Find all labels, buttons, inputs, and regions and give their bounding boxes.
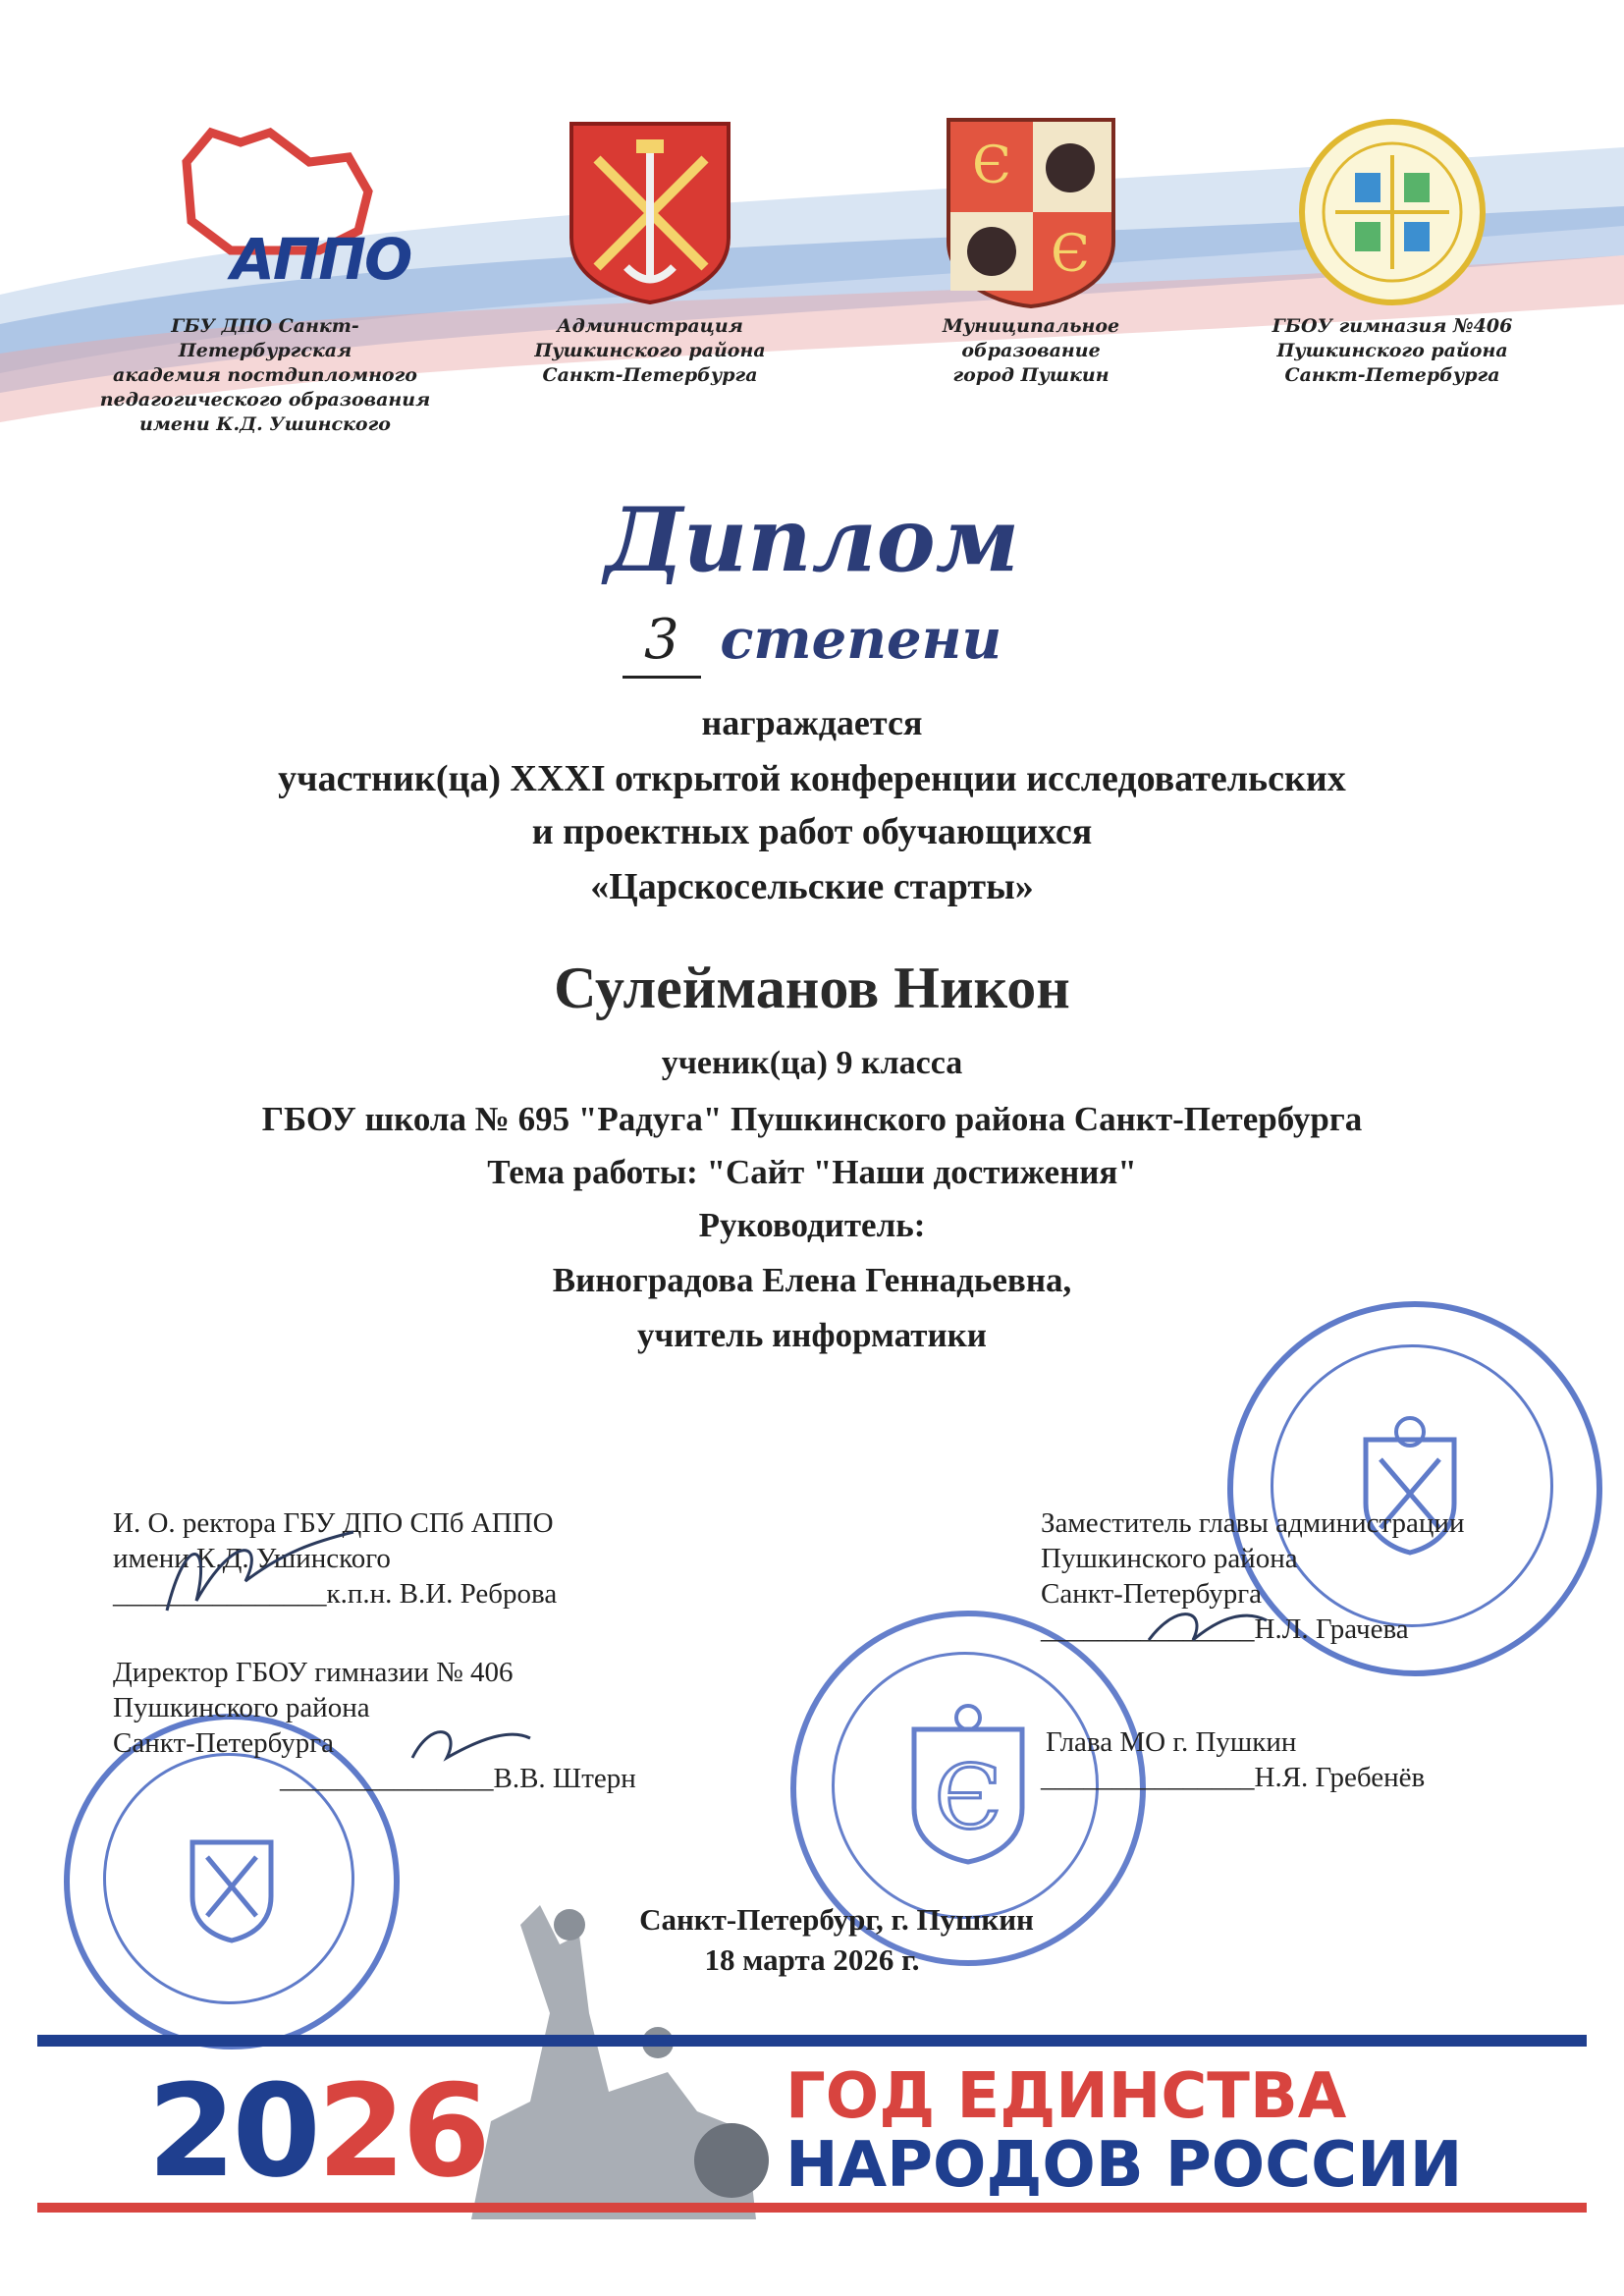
topic-text: Тема работы: "Сайт "Наши достижения": [487, 1153, 1137, 1191]
signature-rector: И. О. ректора ГБУ ДПО СПб АППО имени К.Д. Ушинского _______________к.п.н. В.И. Реброва: [113, 1507, 558, 1610]
org-caption-district-administration: Администрация Пушкинского района Санкт-Петербурга: [534, 315, 766, 386]
diploma-title: Диплом: [604, 488, 1020, 592]
date-text: 18 марта 2026 г.: [704, 1942, 920, 1977]
place-text: Санкт-Петербург, г. Пушкин: [639, 1902, 1034, 1937]
supervisor-label: Руководитель:: [698, 1206, 926, 1244]
signature-deputy-head: Заместитель главы администрации Пушкинского района Санкт-Петербурга _______________Н.Л. Грачева: [1041, 1507, 1465, 1645]
banner-line-1: ГОД ЕДИНСТВА: [785, 2060, 1347, 2133]
supervisor-role: учитель информатики: [637, 1316, 987, 1354]
svg-text:Є: Є: [1051, 225, 1090, 284]
signature-director: Директор ГБОУ гимназии № 406 Пушкинского района Санкт-Петербурга _______________В.В. Штерн: [113, 1657, 636, 1794]
svg-text:Є: Є: [972, 137, 1011, 195]
banner-line-2: НАРОДОВ РОССИИ: [785, 2129, 1463, 2202]
appo-logo-text: АППО: [231, 226, 411, 293]
conference-line-1: участник(ца) XXXI открытой конференции исследовательских: [278, 758, 1346, 799]
banner-top-blue-line: [37, 2035, 1587, 2047]
supervisor-name: Виноградова Елена Геннадьевна,: [552, 1261, 1072, 1299]
org-caption-appo: ГБУ ДПО Санкт-Петербургская академия постдипломного педагогического образования имени К.Д. Ушинского: [99, 315, 431, 435]
org-caption-municipality: Муниципальное образование город Пушкин: [942, 315, 1120, 386]
grade-text: ученик(ца) 9 класса: [661, 1045, 963, 1081]
conference-line-3: «Царскосельские старты»: [590, 866, 1034, 907]
degree-word: степени: [720, 607, 1002, 672]
degree-number: 3: [623, 605, 701, 679]
signature-mo-head: Глава МО г. Пушкин _______________Н.Я. Гребенёв: [1041, 1726, 1426, 1793]
recipient-name: Сулейманов Никон: [554, 956, 1070, 1020]
conference-line-2: и проектных работ обучающихся: [531, 811, 1093, 852]
svg-text:Є: Є: [934, 1746, 1002, 1849]
school-text: ГБОУ школа № 695 "Радуга" Пушкинского района Санкт-Петербурга: [261, 1100, 1363, 1138]
org-caption-gymnasium: ГБОУ гимназия №406 Пушкинского района Санкт-Петербурга: [1272, 315, 1513, 386]
banner-year: 2026: [147, 2056, 487, 2206]
awarded-text: награждается: [701, 703, 923, 742]
